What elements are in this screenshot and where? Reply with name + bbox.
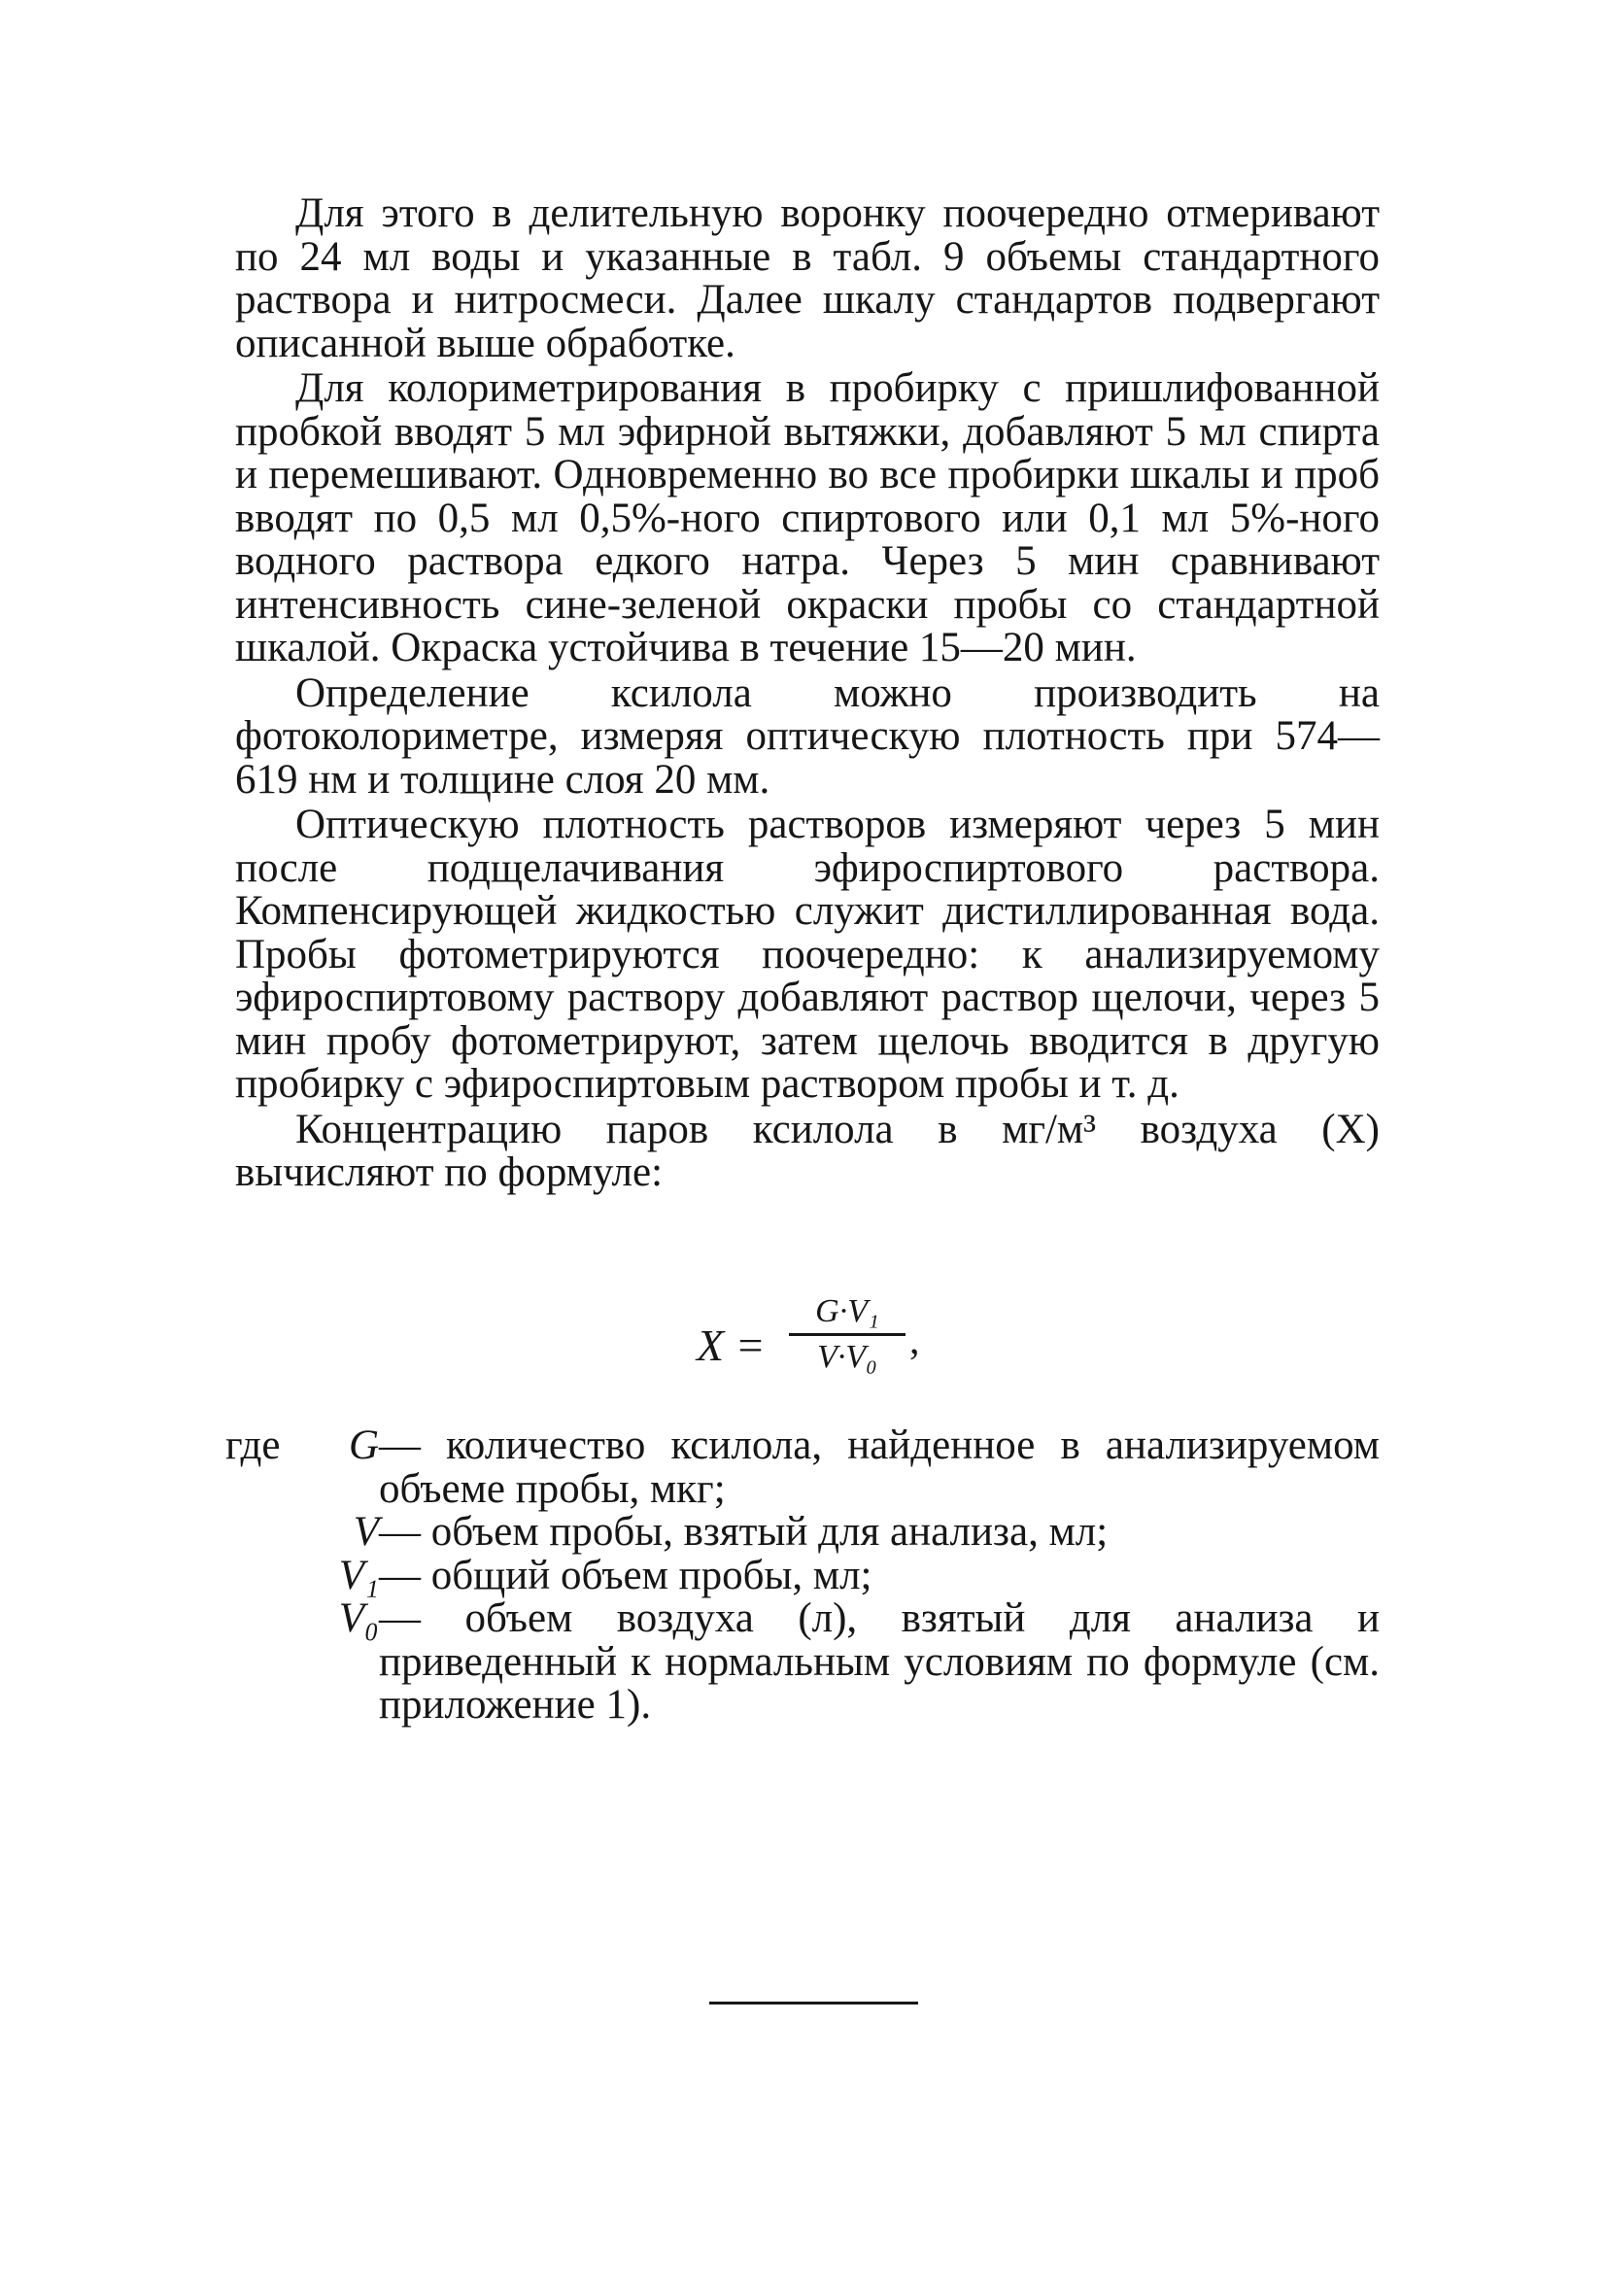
document-page xyxy=(225,190,1380,1728)
formula-fraction xyxy=(789,1292,906,1377)
paragraph-3: Определение ксилола можно производить на фотоколориметре, измеряя оптическую плотность при 574—619 нм и толщине слоя 20 мм. xyxy=(235,669,1380,803)
definition-symbol: V₁ xyxy=(338,1552,379,1598)
definition-text: — объем пробы, взятый для анализа, мл; xyxy=(379,1509,1109,1555)
definition-row-g xyxy=(225,1424,1380,1511)
concentration-formula xyxy=(235,1288,1380,1395)
definition-row-v xyxy=(225,1511,1380,1555)
section-end-rule xyxy=(709,2002,918,2005)
definition-text: — объем воздуха (л), взятый для анализа и приведенный к нормальным условиям по формуле (см. приложение 1). xyxy=(379,1595,1380,1728)
definition-row-v1 xyxy=(225,1552,1380,1598)
fraction-bar xyxy=(789,1333,906,1336)
definition-text: — общий объем пробы, мл; xyxy=(379,1552,872,1598)
definition-symbol: V xyxy=(353,1509,379,1555)
variable-definitions xyxy=(225,1424,1380,1728)
definition-text: — количество ксилола, найденное в анализируемом объеме пробы, мкг; xyxy=(379,1422,1380,1512)
formula-lhs: X = xyxy=(697,1320,766,1370)
paragraph-4: Оптическую плотность растворов измеряют через 5 мин после подщелачивания эфироспиртового раствора. Компенсирующей жидкостью служит дистиллированная вода. Пробы фотометрируются поочередно: к анализируемому эфироспиртовому раствору добавляют раствор щелочи, через 5 мин пробу фотометрируют, затем щелочь вводится в другую пробирку с эфироспиртовым раствором пробы и т. д. xyxy=(235,802,1380,1107)
formula-denominator: V·V₀ xyxy=(817,1339,877,1375)
formula-trail: , xyxy=(909,1319,920,1363)
definition-symbol: G xyxy=(348,1422,379,1468)
definition-symbol: V₀ xyxy=(338,1595,379,1641)
formula-numerator: G·V₁ xyxy=(815,1293,879,1329)
paragraph-2: Для колориметрирования в пробирку с пришлифованной пробкой вводят 5 мл эфирной вытяжки, добавляют 5 мл спирта и перемешивают. Одновременно во все пробирки шкалы и проб вводят по 0,5 мл 0,5%-ного спиртового или 0,1 мл 5%-ного водного раствора едкого натра. Через 5 мин сравнивают интенсивность сине-зеленой окраски пробы со стандартной шкалой. Окраска устойчива в течение 15—20 мин. xyxy=(235,365,1380,670)
definition-row-v0 xyxy=(225,1597,1380,1728)
paragraph-5: Концентрацию паров ксилола в мг/м³ воздуха (X) вычисляют по формуле: xyxy=(235,1106,1380,1195)
paragraph-1: Для этого в делительную воронку поочередно отмеривают по 24 мл воды и указанные в табл. 9 объемы стандартного раствора и нитросмеси. Далее шкалу стандартов подвергают описанной выше обработке. xyxy=(235,190,1380,366)
where-label: где xyxy=(225,1422,281,1468)
